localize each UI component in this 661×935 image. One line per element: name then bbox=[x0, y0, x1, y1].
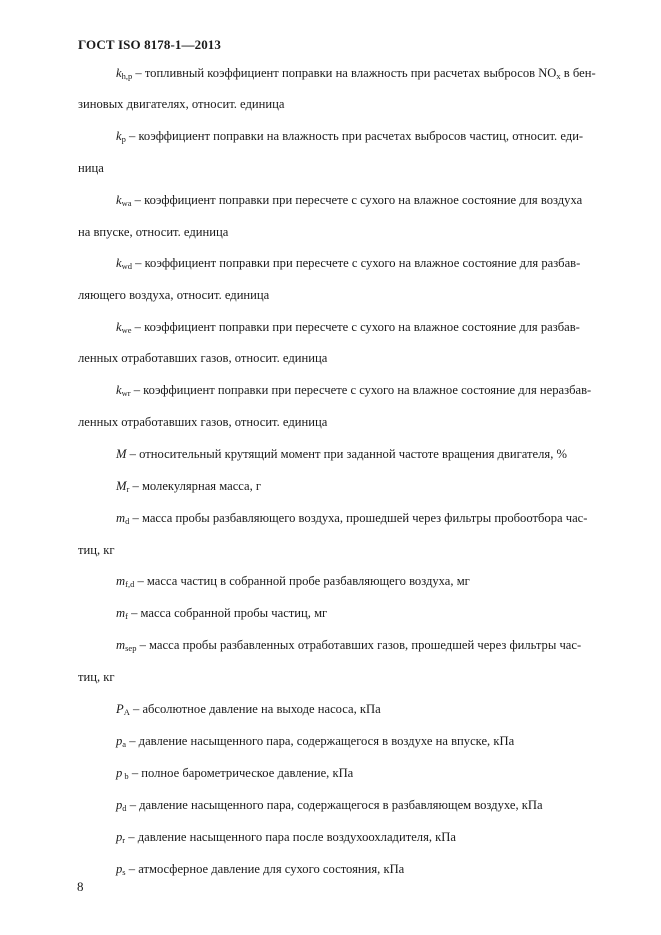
symbol: m bbox=[116, 511, 126, 525]
definition-continuation: ленных отработавших газов, относит. единица bbox=[78, 351, 328, 365]
definition-text: – масса собранной пробы частиц, мг bbox=[127, 606, 328, 620]
definition-line bbox=[116, 65, 596, 84]
symbol: m bbox=[116, 606, 126, 620]
definition-continuation: на впуске, относит. единица bbox=[78, 225, 229, 239]
symbol-subscript: A bbox=[123, 707, 130, 717]
definition-text: – давление насыщенного пара, содержащегося в воздухе на впуске, кПа bbox=[126, 734, 515, 748]
symbol: M bbox=[116, 479, 127, 493]
definition-text: – коэффициент поправки при пересчете с сухого на влажное состояние для неразбав- bbox=[130, 383, 592, 397]
definition-continuation: ленных отработавших газов, относит. единица bbox=[78, 415, 328, 429]
definition-line bbox=[116, 510, 587, 529]
symbol: k bbox=[116, 193, 122, 207]
definition-line bbox=[116, 701, 381, 720]
definition-text: в бен- bbox=[560, 66, 596, 80]
symbol: k bbox=[116, 320, 122, 334]
symbol: m bbox=[116, 574, 126, 588]
symbol-subscript: p bbox=[121, 134, 126, 144]
symbol: k bbox=[116, 66, 122, 80]
definition-text: – коэффициент поправки при пересчете с сухого на влажное состояние для разбав- bbox=[131, 256, 581, 270]
symbol: m bbox=[116, 638, 126, 652]
symbol-subscript: d bbox=[122, 803, 127, 813]
definition-line bbox=[116, 829, 456, 848]
symbol-subscript: wr bbox=[121, 388, 131, 398]
symbol-subscript: r bbox=[122, 835, 126, 845]
definition-continuation: зиновых двигателях, относит. единица bbox=[78, 97, 285, 111]
definition-line bbox=[116, 382, 591, 401]
definition-line bbox=[116, 797, 543, 816]
definition-text: – топливный коэффициент поправки на влажность при расчетах выбросов NO bbox=[132, 66, 557, 80]
symbol: M bbox=[116, 447, 127, 461]
symbol-subscript: wa bbox=[121, 198, 132, 208]
document-header: ГОСТ ISO 8178-1—2013 bbox=[78, 37, 222, 52]
symbol-subscript: s bbox=[122, 867, 126, 877]
definition-text: – давление насыщенного пара, содержащегося в разбавляющем воздухе, кПа bbox=[126, 798, 543, 812]
definition-text: – масса частиц в собранной пробе разбавляющего воздуха, мг bbox=[134, 574, 470, 588]
definition-text: – полное барометрическое давление, кПа bbox=[128, 766, 354, 780]
definition-line bbox=[116, 128, 583, 147]
symbol: k bbox=[116, 256, 122, 270]
definition-text: – давление насыщенного пара после воздухоохладителя, кПа bbox=[125, 830, 456, 844]
definition-line bbox=[116, 765, 353, 784]
definition-line bbox=[116, 192, 582, 211]
symbol: p bbox=[116, 766, 123, 780]
definition-line bbox=[116, 319, 580, 338]
symbol-subscript: we bbox=[121, 325, 132, 335]
symbol-subscript: r bbox=[126, 484, 130, 494]
symbol-subscript: f bbox=[125, 611, 128, 621]
symbol-subscript: wd bbox=[121, 261, 132, 271]
definition-line bbox=[116, 478, 261, 497]
symbol: p bbox=[116, 862, 123, 876]
definition-line bbox=[116, 605, 327, 624]
symbol-subscript: a bbox=[122, 739, 127, 749]
definition-line bbox=[116, 733, 514, 752]
definition-line bbox=[116, 446, 567, 462]
symbol-subscript: f,d bbox=[125, 579, 135, 589]
symbol: p bbox=[116, 734, 123, 748]
formula-subscript: x bbox=[556, 71, 561, 81]
definition-continuation: ница bbox=[78, 161, 104, 175]
definition-text: – атмосферное давление для сухого состояния, кПа bbox=[125, 862, 405, 876]
definition-text: – масса пробы разбавленных отработавших газов, прошедшей через фильтры час- bbox=[136, 638, 582, 652]
definition-line bbox=[116, 573, 470, 592]
definition-text: – коэффициент поправки на влажность при расчетах выбросов частиц, относит. еди- bbox=[125, 129, 584, 143]
definition-text: – относительный крутящий момент при заданной частоте вращения двигателя, % bbox=[126, 447, 567, 461]
definition-line bbox=[116, 861, 404, 880]
symbol-subscript: h,p bbox=[121, 71, 133, 81]
page-number: 8 bbox=[77, 879, 84, 894]
definition-text: – молекулярная масса, г bbox=[129, 479, 262, 493]
definition-text: – коэффициент поправки при пересчете с сухого на влажное состояние для воздуха bbox=[131, 193, 583, 207]
symbol-subscript: sep bbox=[125, 643, 137, 653]
definition-line bbox=[116, 637, 581, 656]
definition-line bbox=[116, 255, 580, 274]
definition-text: – абсолютное давление на выходе насоса, кПа bbox=[129, 702, 381, 716]
definition-text: – масса пробы разбавляющего воздуха, прошедшей через фильтры пробоотбора час- bbox=[129, 511, 588, 525]
definition-continuation: тиц, кг bbox=[78, 670, 115, 684]
definition-continuation: ляющего воздуха, относит. единица bbox=[78, 288, 270, 302]
symbol: k bbox=[116, 129, 122, 143]
symbol: k bbox=[116, 383, 122, 397]
symbol: P bbox=[116, 702, 124, 716]
definition-text: – коэффициент поправки при пересчете с сухого на влажное состояние для разбав- bbox=[131, 320, 580, 334]
symbol: p bbox=[116, 798, 123, 812]
symbol: p bbox=[116, 830, 123, 844]
symbol-subscript: b bbox=[122, 771, 129, 781]
symbol-subscript: d bbox=[125, 516, 130, 526]
definition-continuation: тиц, кг bbox=[78, 543, 115, 557]
